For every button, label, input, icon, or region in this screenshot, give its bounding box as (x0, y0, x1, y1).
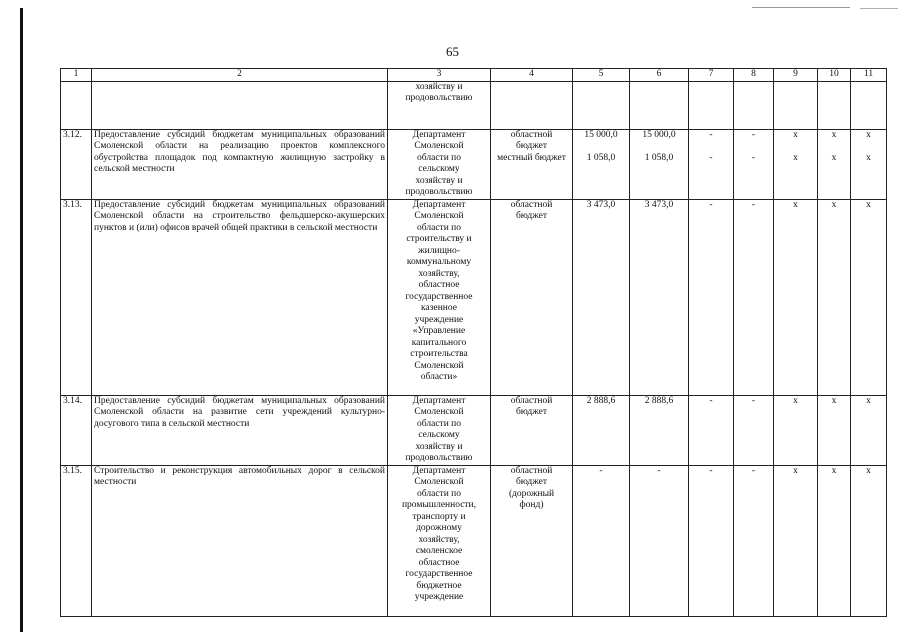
amount-c11 (851, 395, 887, 465)
cell-line: хозяйству и (415, 81, 463, 92)
cell-line: промышленности, (401, 500, 477, 510)
amount-c10 (818, 129, 851, 199)
cell-line: областной (510, 465, 553, 476)
amount-c6 (630, 395, 689, 465)
amount-c5 (573, 81, 630, 129)
cell-line: х (793, 199, 798, 210)
cell-line: Смоленской (414, 360, 464, 371)
amount-c5 (573, 465, 630, 616)
cell-line: - (751, 465, 756, 476)
cell-line: - (709, 129, 713, 140)
cell-line: - (709, 153, 713, 163)
amount-c6 (630, 465, 689, 616)
cell-line: казенное (421, 303, 457, 313)
responsible-executor (388, 465, 491, 616)
cell-line: строительству и (406, 234, 472, 244)
cell-line: Департамент (412, 395, 466, 406)
funding-source (491, 199, 573, 395)
item-description: Строительство и реконструкция автомобильных дорог в сельской местности (92, 465, 388, 616)
cell-line: «Управление (412, 326, 466, 336)
table-row (61, 81, 887, 129)
item-number: 3.12. (61, 129, 92, 199)
cell-line: х (793, 395, 798, 406)
cell-line: бюджет (515, 407, 548, 417)
cell-line: х (793, 465, 798, 476)
amount-c6 (630, 129, 689, 199)
cell-line: хозяйству, (418, 268, 460, 279)
cell-line: х (866, 129, 871, 140)
amount-c8 (734, 199, 774, 395)
column-number: 11 (851, 69, 887, 82)
amount-c9 (774, 465, 818, 616)
amount-c8 (734, 81, 774, 129)
column-number: 3 (388, 69, 491, 82)
cell-line: Смоленской (414, 141, 464, 151)
cell-line: сельскому (418, 430, 460, 440)
table-row (61, 465, 887, 616)
cell-line: сельскому (418, 164, 460, 174)
funding-source (491, 81, 573, 129)
amount-c7 (689, 199, 734, 395)
column-number: 10 (818, 69, 851, 82)
item-description (92, 81, 388, 129)
cell-line: продовольствию (405, 453, 473, 463)
cell-line: областное (418, 280, 460, 290)
column-number: 1 (61, 69, 92, 82)
cell-line: жилищно- (418, 245, 460, 256)
column-number: 2 (92, 69, 388, 82)
amount-c9 (774, 81, 818, 129)
cell-line: - (751, 153, 756, 163)
column-number: 7 (689, 69, 734, 82)
cell-line: х (793, 129, 798, 140)
cell-line: Департамент (412, 129, 466, 140)
cell-line: (дорожный (508, 488, 555, 499)
cell-line: учреждение (414, 592, 464, 602)
amount-c11 (851, 81, 887, 129)
cell-line: капитального (411, 337, 467, 348)
cell-line: государственное (405, 569, 473, 579)
cell-line: Смоленской (414, 407, 464, 417)
cell-line: - (709, 395, 713, 406)
cell-line: областное (418, 557, 460, 568)
amount-c5 (573, 129, 630, 199)
scan-mark (752, 7, 850, 8)
program-table (60, 68, 887, 617)
cell-line: бюджет (515, 211, 548, 221)
cell-line: 3 473,0 (586, 199, 616, 210)
column-number: 9 (774, 69, 818, 82)
cell-line: 2 888,6 (644, 395, 674, 406)
cell-line: 3 473,0 (644, 199, 674, 210)
cell-line: местный бюджет (497, 152, 566, 163)
amount-c9 (774, 395, 818, 465)
cell-line: бюджет (515, 477, 548, 487)
cell-line: продовольствию (405, 93, 473, 103)
cell-line: х (831, 129, 837, 140)
cell-line: хозяйству и (415, 175, 463, 186)
amount-c10 (818, 465, 851, 616)
item-description: Предоставление субсидий бюджетам муниципальных образований Смоленской области на реализацию проектов комплексного обустройства площадок под компактную жилищную застройку в сельской местности (92, 129, 388, 199)
item-description: Предоставление субсидий бюджетам муниципальных образований Смоленской области на строительство фельдшерско-акушерских пунктов и (или) офисов врачей общей практики в сельской местности (92, 199, 388, 395)
funding-source (491, 465, 573, 616)
cell-line: х (831, 199, 837, 210)
cell-line: х (866, 465, 871, 476)
table-row (61, 129, 887, 199)
amount-c8 (734, 129, 774, 199)
amount-c10 (818, 81, 851, 129)
responsible-executor (388, 81, 491, 129)
amount-c6 (630, 81, 689, 129)
cell-line: Смоленской (414, 211, 464, 221)
cell-line: области по (417, 222, 461, 233)
cell-line: продовольствию (405, 187, 473, 197)
responsible-executor (388, 129, 491, 199)
amount-c5 (573, 199, 630, 395)
column-number: 4 (491, 69, 573, 82)
cell-line: 2 888,6 (586, 395, 616, 406)
amount-c6 (630, 199, 689, 395)
amount-c5 (573, 395, 630, 465)
cell-line: хозяйству, (418, 534, 460, 545)
cell-line: 1 058,0 (644, 153, 674, 163)
column-number: 6 (630, 69, 689, 82)
cell-line: - (709, 199, 713, 210)
column-number: 8 (734, 69, 774, 82)
column-number-row (61, 69, 887, 82)
cell-line: области по (417, 488, 461, 499)
cell-line: государственное (405, 291, 473, 302)
cell-line: х (866, 153, 871, 163)
cell-line: 15 000,0 (642, 129, 676, 140)
amount-c8 (734, 395, 774, 465)
amount-c11 (851, 129, 887, 199)
table-row (61, 395, 887, 465)
amount-c9 (774, 199, 818, 395)
column-number: 5 (573, 69, 630, 82)
amount-c7 (689, 81, 734, 129)
item-description: Предоставление субсидий бюджетам муниципальных образований Смоленской области на развитие сети учреждений культурно-досугового типа в сельской местности (92, 395, 388, 465)
cell-line: областной (510, 129, 553, 140)
page-number: 65 (446, 44, 459, 59)
funding-source (491, 395, 573, 465)
cell-line: - (599, 465, 603, 476)
responsible-executor (388, 199, 491, 395)
cell-line: х (831, 465, 837, 476)
cell-line: областной (510, 199, 553, 210)
funding-source (491, 129, 573, 199)
cell-line: учреждение (414, 314, 464, 325)
cell-line: транспорту и (412, 511, 466, 522)
item-number: 3.15. (61, 465, 92, 616)
amount-c9 (774, 129, 818, 199)
amount-c7 (689, 129, 734, 199)
cell-line: области по (417, 152, 461, 163)
amount-c11 (851, 465, 887, 616)
amount-c8 (734, 465, 774, 616)
cell-line: - (751, 395, 756, 406)
cell-line: Департамент (412, 199, 466, 210)
cell-line: бюджетное (416, 580, 462, 591)
amount-c11 (851, 199, 887, 395)
cell-line: - (751, 129, 756, 140)
cell-line: х (793, 153, 798, 163)
responsible-executor (388, 395, 491, 465)
cell-line: - (709, 465, 713, 476)
cell-line: коммунальному (406, 257, 472, 267)
cell-line: смоленское (415, 546, 463, 556)
cell-line: х (866, 395, 871, 406)
cell-line: 1 058,0 (586, 153, 616, 163)
cell-line: - (751, 199, 756, 210)
scan-mark (860, 8, 898, 9)
cell-line: области по (417, 418, 461, 429)
item-number (61, 81, 92, 129)
cell-line: - (657, 465, 661, 476)
cell-line: дорожному (416, 523, 462, 533)
cell-line: х (866, 199, 871, 210)
amount-c10 (818, 395, 851, 465)
table-row (61, 199, 887, 395)
amount-c7 (689, 395, 734, 465)
item-number: 3.13. (61, 199, 92, 395)
cell-line: х (831, 153, 837, 163)
cell-line: области» (420, 372, 458, 382)
item-number: 3.14. (61, 395, 92, 465)
cell-line: Смоленской (414, 477, 464, 487)
scan-left-edge (20, 8, 23, 632)
cell-line: фонд) (519, 500, 544, 510)
cell-line: 15 000,0 (584, 129, 618, 140)
cell-line: Департамент (412, 465, 466, 476)
cell-line: бюджет (515, 141, 548, 151)
amount-c7 (689, 465, 734, 616)
cell-line: хозяйству и (415, 441, 463, 452)
cell-line: х (831, 395, 837, 406)
cell-line: областной (510, 395, 553, 406)
amount-c10 (818, 199, 851, 395)
cell-line: строительства (410, 349, 468, 359)
